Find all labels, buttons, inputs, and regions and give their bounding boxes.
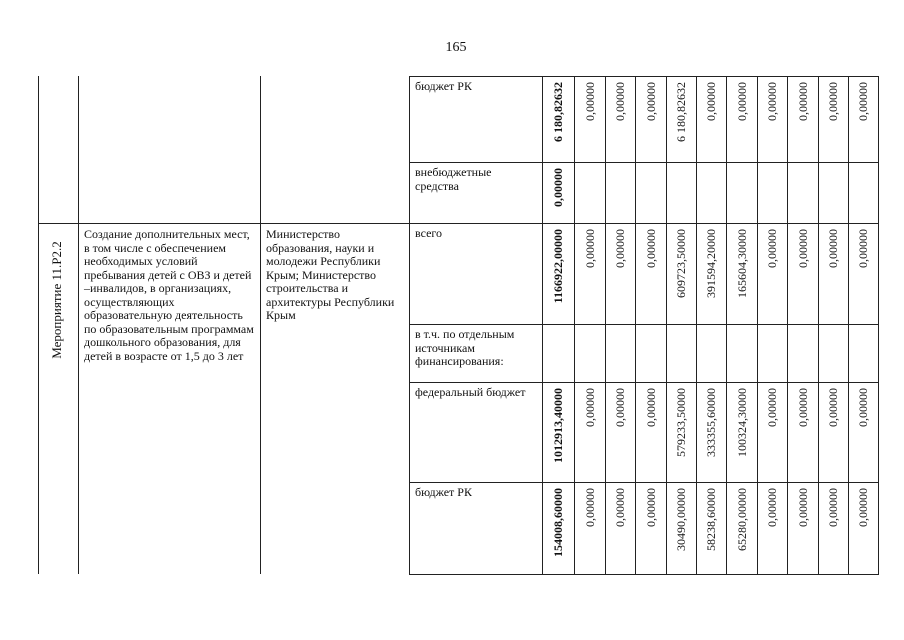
value-cell: 0,00000 [582, 229, 597, 268]
total-cell: 154008,60000 [551, 488, 565, 557]
total-cell: 6 180,82632 [551, 82, 565, 142]
value-cell: 333355,60000 [704, 388, 718, 457]
value-cell: 0,00000 [613, 388, 627, 427]
total-cell: 1166922,00000 [551, 229, 565, 304]
source-label: федеральный бюджет [415, 385, 526, 399]
value-cell: 0,00000 [582, 82, 597, 121]
source-label: всего [415, 226, 443, 240]
source-label: бюджет РК [415, 79, 472, 93]
value-cell: 0,00000 [795, 388, 810, 427]
value-cell: 58238,60000 [704, 488, 718, 551]
measure-description: Создание дополнительных мест, в том числе с обеспечением необходимых условий пребывания детей с ОВЗ и детей –инвалидов, в организациях, осуществляющих образовательную деятельность по образовательным программам дошкольного образования, для детей в возрасте от 1,5 до 3 лет [84, 227, 254, 363]
value-cell: 0,00000 [582, 488, 597, 527]
value-cell: 0,00000 [643, 388, 658, 427]
value-cell: 0,00000 [856, 388, 870, 427]
total-cell: 0,00000 [551, 168, 565, 207]
value-cell: 609723,50000 [674, 229, 688, 298]
measure-executor: Министерство образования, науки и молодежи Республики Крым; Министерство строительства и архитектуры Республики Крым [266, 227, 395, 322]
value-cell: 0,00000 [643, 82, 658, 121]
value-cell: 0,00000 [826, 82, 840, 121]
value-cell: 0,00000 [765, 229, 779, 268]
value-cell: 6 180,82632 [674, 82, 688, 142]
value-cell: 0,00000 [613, 229, 627, 268]
value-cell: 0,00000 [795, 488, 810, 527]
value-cell: 391594,20000 [704, 229, 718, 298]
value-cell: 0,00000 [765, 488, 779, 527]
value-cell: 579233,50000 [674, 388, 688, 457]
value-cell: 0,00000 [856, 488, 870, 527]
measure-code: Мероприятие 11.Р2.2 [49, 241, 64, 359]
value-cell: 0,00000 [643, 488, 658, 527]
value-cell: 0,00000 [704, 82, 718, 121]
value-cell: 0,00000 [734, 82, 749, 121]
value-cell: 0,00000 [765, 82, 779, 121]
page-number: 165 [445, 40, 467, 55]
source-label: в т.ч. по отдельным источникам финансирования: [415, 327, 515, 368]
total-cell: 1012913,40000 [551, 388, 565, 463]
value-cell: 165604,30000 [734, 229, 749, 298]
source-label: внебюджетные средства [415, 165, 492, 193]
value-cell: 0,00000 [826, 488, 840, 527]
value-cell: 0,00000 [856, 82, 870, 121]
value-cell: 0,00000 [613, 488, 627, 527]
value-cell: 0,00000 [795, 229, 810, 268]
value-cell: 0,00000 [613, 82, 627, 121]
value-cell: 0,00000 [795, 82, 810, 121]
value-cell: 0,00000 [582, 388, 597, 427]
value-cell: 0,00000 [643, 229, 658, 268]
value-cell: 30490,00000 [674, 488, 688, 551]
value-cell: 0,00000 [765, 388, 779, 427]
source-label: бюджет РК [415, 485, 472, 499]
value-cell: 65280,00000 [734, 488, 749, 551]
value-cell: 0,00000 [856, 229, 870, 268]
value-cell: 0,00000 [826, 229, 840, 268]
value-cell: 0,00000 [826, 388, 840, 427]
value-cell: 100324,30000 [734, 388, 749, 457]
